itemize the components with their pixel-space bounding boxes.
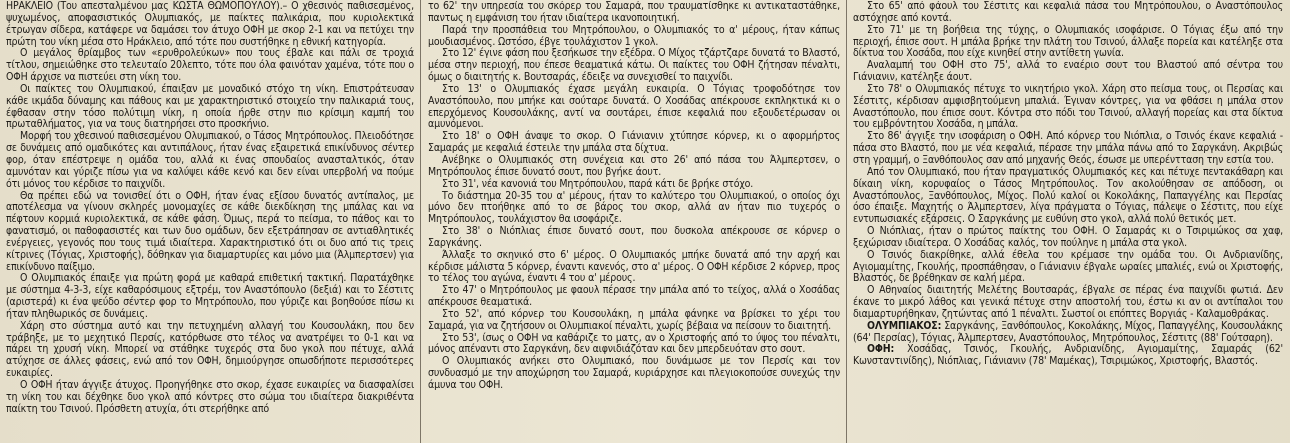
article-paragraph: Ο μεγάλος θρίαμβος των «ερυθρολεύκων» που τους έβαλε και πάλι σε τροχιά τίτλου, σημειώθηκε στο τελευταίο 20λεπτο, τότε που όλα φαινόταν χαμένα, τότε που ο ΟΦΗ άρχισε να πιστεύει στη νίκη του.	[6, 47, 414, 84]
article-paragraph: Στο 47' ο Μητρόπουλος με φαουλ πέρασε την μπάλα από το τείχος, αλλά ο Χοσάδας απέκρουσε θεαματικά.	[428, 284, 840, 309]
article-paragraph: Στο 86' άγγιξε την ισοφάριση ο ΟΦΗ. Από κόρνερ του Νιόπλια, ο Τσινός έκανε κεφαλιά - πάσα στο Βλαστό, που με νέα κεφαλιά, πέρασε την μπάλα πάνω από το Σαργκάνη. Ακριβώς στη γραμμή, ο Ξανθόπουλος σαν από μηχανής Θεός, έσωσε με υπερέντταση την εστία του.	[853, 130, 1283, 166]
article-column-2	[428, 1, 840, 443]
article-paragraph: Στο 53', ίσως ο ΟΦΗ να καθάριζε το ματς, αν ο Χριστοφής από το ύψος του πέναλτι, μόνος απέναντι στο Σαργκάνη, δεν αιφνιδιάζόταν και δεν μπερδευόταν στο σουτ.	[428, 331, 840, 356]
article-paragraph: Ο ΟΦΗ ήταν άγγιξε άτυχος. Προηγήθηκε στο σκορ, έχασε ευκαιρίες να διασφαλίσει τη νίκη του και δέχθηκε δυο γκολ από κόντρες στο σώμα του ιδιαίτερα διακριθέντα παίκτη του Τσινού. Πρόσθετη ατυχία, ότι στερήθηκε από	[6, 379, 414, 415]
article-paragraph: Χάρη στο σύστημα αυτό και την πετυχημένη αλλαγή του Κουσουλάκη, που δεν τράβηξε, με το μεχητικό Περσίς, κατόρθωσε στο τέλος να ανατρέψει το 0-1 και να πάρει τη χρυσή νίκη. Μπορεί να στάθηκε τυχερός στα δυο γκολ που πέτυχε, αλλά ατύχησε σε άλλες φάσεις, ενώ από τον ΟΦΗ, δημιούργησε οπωσδήποτε περισσότερες ευκαιρίες.	[6, 319, 414, 380]
article-paragraph: Ο Αθηναίος διαιτητής Μελέτης Βουτσαράς, έβγαλε σε πέρας ένα παιχνίδι φωτιά. Δεν έκανε το μικρό λάθος και γενικά πέτυχε στην αποστολή του, έστω κι αν οι αντίπαλοι του διαμαρτυρήθηκαν, ζητώντας από 1 πέναλτι. Σωστοί οι επόπτες Βοργιάς - Καλαμοθράκας.	[853, 284, 1283, 320]
article-paragraph: Στο 78' ο Ολυμπιακός πέτυχε το νικητήριο γκολ. Χάρη στο πείσμα τους, οι Περσίας και Σέστιτς, κέρδισαν αμφισβητούμενη μπαλιά. Έγιναν κόντρες, για να φθάσει η μπάλα στον Αναστόπουλο, που έπισε σουτ. Κόντρα στο πόδι του Τσινού, αλλαγή πορείας και στα δίκτυα του εμβρόντητου Χοσάδα, η μπάλα.	[853, 82, 1283, 131]
article-column-3	[853, 1, 1283, 443]
lineup-olympiakos	[853, 321, 1283, 345]
article-paragraph: Στο 13' ο Ολυμπιακός έχασε μεγάλη ευκαιρία. Ο Τόγιας τροφοδότησε τον Αναστόπουλο, που μπήκε και σούταρε δυνατά. Ο Χοσάδας απέκρουσε εκπληκτικά κι ο επερχόμενος Κουσουλάκης, αντί να σουτάρει, έπισε κεφαλιά που εξουδετέρωσαν οι αμυνόμενοι.	[428, 82, 840, 131]
article-paragraph: το 62' την υπηρεσία του σκόρερ του Σαμαρά, που τραυματίσθηκε κι αντικαταστάθηκε, παντως η εμφάνιση του ήταν ιδιαίτερα ικανοποιητική.	[428, 1, 840, 24]
article-paragraph: Στο 71' με τη βοήθεια της τύχης, ο Ολυμπιακός ισοφάρισε. Ο Τόγιας έξω από την περιοχή, έπισε σουτ. Η μπάλα βρήκε την πλάτη του Τσινού, άλλαξε πορεία και κατέληξε στα δίκτυα του Χοσάδα, που είχε κινηθεί στην αντίθετη γωνία.	[853, 23, 1283, 60]
article-paragraph: Οι παίκτες του Ολυμπιακού, έπαιξαν με μοναδικό στόχο τη νίκη. Επιστράτευσαν κάθε ικμάδα δύναμης και πάθους και με χαρακτηριστικό στοιχείο την παλικαριά τους, έφθασαν στην τόσο πολύτιμη νίκη, η οποία ήρθε στην πιο κρίσιμη καμπή του πρωταθλήματος, για να τους διατηρήσει στο προσκήνιο.	[6, 82, 414, 131]
article-paragraph: Αναλαμπή του ΟΦΗ στο 75', αλλά το εναέριο σουτ του Βλαστού από σέντρα του Γιάνιανιν, κατέληξε άουτ.	[853, 59, 1283, 84]
article-paragraph: Θα πρέπει εδώ να τονισθεί ότι ο ΟΦΗ, ήταν ένας εξίσου δυνατός αντίπαλος, με αποτέλεσμα να γίνουν σκληρές μονομαχίες σε κάθε διεκδίκηση της μπάλας και να πέφτουν κορμιά κυριολεκτικά, σε κάθε φάση. Όμως, περά το πείσμα, το πάθος και το φανατισμό, οι παθοφασιστές και των δυο ομάδων, δεν εξετράπησαν σε αντιαθλητικές ενέργειες, γεγονός που τους τιμά ιδιαίτερα. Χαρακτηριστικό ότι οι δυο από τις τρεις κίτρινες (Τόγιας, Χριστοφής), δόθηκαν για διαμαρτυρίες και μόνο μια (Άλμπερτσεν) για επικίνδυνο παίξιμο.	[6, 189, 414, 273]
lineup-team-name: ΟΛΥΜΠΙΑΚΟΣ:	[867, 319, 942, 332]
article-paragraph: Στο 31', νέα κανονιά του Μητρόπουλου, παρά κάτι δε βρήκε στόχο.	[442, 177, 754, 190]
lineup-team-name: ΟΦΗ:	[867, 343, 895, 356]
article-paragraph: Στο 12' έγινε φάση που ξεσήκωσε την εξέδρα. Ο Μίχος τζάρτζαρε δυνατά το Βλαστό, μέσα στην περιοχή, που έπεσε θεαματικά κάτω. Οι παίκτες του ΟΦΗ ζήτησαν πέναλτι, όμως ο διαιτητής κ. Βουτσαράς, έδειξε να συνεχισθεί το παιχνίδι.	[428, 47, 840, 84]
article-paragraph: Στο 18' ο ΟΦΗ άναψε το σκορ. Ο Γιάνιανιν χτύπησε κόρνερ, κι ο αφορμήρτος Σαμαράς με κεφαλιά έστειλε την μπάλα στα δίχτυα.	[428, 130, 840, 155]
article-paragraph: Στο 38' ο Νιόπλιας έπισε δυνατό σουτ, που δυσκολα απέκρουσε σε κόρνερ ο Σαργκάνης.	[428, 225, 840, 249]
article-paragraph: Ο Ολυμπιακός έπαιξε για πρώτη φορά με καθαρά επιθετική τακτική. Παρατάχθηκε με σύστημα 4-3-3, είχε καθαρόσιμους εξτρέμ, τον Αναστόπουλο (δεξιά) και το Σέστιτς (αριστερά) κι ένα ψεύδο σέντερ φορ το Μητρόπουλο, που γύριζε και βοηθούσε πίσω κι ήταν πληθωρικός σε δυνάμεις.	[6, 272, 414, 320]
article-paragraph: Ο Ολυμπιακός ανήκει στο Ολυμπιακό, που δυνάμωσε με τον Περσίς και τον συνδυασμό με την αποχώρηση του Σαμαρά, κυριάρχησε και πλεγιοκοπούσε συνεχώς την άμυνα του ΟΦΗ.	[428, 355, 840, 391]
lineup-players: Σαργκάνης, Ξανθόπουλος, Κοκολάκης, Μίχος, Παπαγγέλης, Κουσουλάκης (64' Περσίας), Τόγιας, Άλμπερτσεν, Αναστόπουλος, Μητρόπουλος, Σέστιτς (88' Γούτσαρη).	[853, 319, 1283, 344]
article-paragraph: Ανέβηκε ο Ολυμπιακός στη συνέχεια και στο 26' από πάσα του Άλμπερτσεν, ο Μητρόπουλος έπισε δυνατό σουτ, που βγήκε άουτ.	[428, 153, 840, 178]
article-paragraph: Μορφή του χθεσινού παθισεσμένου Ολυμπιακού, ο Τάσος Μητρόπουλος. Πλειοδότησε σε δυνάμεις από ομαδικότες και αντιπάλους, ήταν ένας εξαιρετικά επικίνδυνος σέντερ φορ, όταν επέστρεψε η ομάδα του, αλλά κι ένας σπουδαίος ανασταλτικός, όταν αμυνόταν και γύριζε πίσω για να καλύψει κάθε κενό και δεν είναι υπερβολή να πούμε ότι μόνος του κέρδισε το παιχνίδι.	[6, 130, 414, 190]
article-paragraph: Παρά την προσπάθεια του Μητρόπουλου, ο Ολυμπιακός το α' μέρους, ήταν κάπως μουδιασμένος. Ωστόσο, έβγε τουλάχιστον 1 γκολ.	[428, 23, 840, 48]
column-divider	[846, 0, 847, 443]
article-paragraph: ΗΡΑΚΛΕΙΟ (Του απεσταλμένου μας ΚΩΣΤΑ ΘΩΜΟΠΟΥΛΟΥ).– Ο χθεσινός παθισεσμένος, ψυχωμένος, αποφασιστικός Ολυμπιακός, με παίκτες παλικάρια, που κυριολεκτικά έτρωγαν σίδερα, κατάφερε να δαμάσει τον άτυχο ΟΦΗ με σκορ 2-1 και να πετύχει την πρώτη του νίκη μέσα στο Ηράκλειο, από τότε που συστήθηκε η εθνική κατηγορία.	[6, 1, 414, 48]
lineup-players: Χοσάδας, Τσινός, Γκουλής, Ανδριανίδης, Αγιομαμίτης, Σαμαράς (62' Κωνσταντινίδης), Νιόπλιας, Γιάνιανιν (78' Μαμέκας), Τσιριμώκος, Χριστοφής, Βλαστός.	[853, 343, 1283, 368]
article-paragraph: Στο 52', από κόρνερ του Κουσουλάκη, η μπάλα φάνηκε να βρίσκει το χέρι του Σαμαρά, για να ζητήσουν οι Ολυμπιακοί πέναλτι, χωρίς βέβαια να πείσουν το διαιτητή.	[428, 307, 840, 332]
article-column-1	[6, 1, 414, 443]
article-paragraph: Το διάστημα 20-35 του α' μέρους, ήταν το καλύτερο του Ολυμπιακού, ο οποίος όχι μόνο δεν πτοήθηκε από το σε βάρος του σκορ, αλλά αν ήταν πιο τυχερός ο Μητρόπουλος, τουλάχιστον θα ισοφάριζε.	[428, 189, 840, 226]
article-paragraph: Από τον Ολυμπιακό, που ήταν πραγματικός Ολυμπιακός κες και πέτυχε πεντακάθαρη και δίκαιη νίκη, κορυφαίος ο Τάσος Μητρόπουλος. Τον ακολούθησαν σε απόδοση, οι Αναστόπουλος, Ξανθόπουλος, Μίχος. Πολύ καλοί οι Κοκολάκης, Παπαγγέλης και Περσίας όσο έπαιξε. Μαχητής ο Άλμπερτσεν, λίγα πράγματα ο Τόγιας, πάλεψε ο Σέστιτς, που είχε εντυπωσιακές εξάρσεις. Ο Σαργκάνης με ευθύνη στο γκολ, αλλά πολύ θετικός μετ.	[853, 165, 1283, 226]
article-paragraph: Ο Τσινός διακρίθηκε, αλλά έθελα του κρέμασε την ομάδα του. Οι Ανδριανίδης, Αγιομαμίτης, Γκουλής, προσπάθησαν, ο Γιάνιανιν έβγαλε ωραίες μπαλιές, ενώ οι Χριστοφής, Βλαστός, δε βρέθηκαν σε καλή μέρα.	[853, 248, 1283, 285]
column-divider	[420, 0, 421, 443]
article-paragraph: Ο Νιόπλιας, ήταν ο πρώτος παίκτης του ΟΦΗ. Ο Σαμαράς κι ο Τσιριμώκος σα χαφ, ξεχώρισαν ιδιαίτερα. Ο Χοσάδας καλός, τον πούληνε η μπάλα στα γκολ.	[853, 225, 1283, 249]
article-paragraph: Στο 65' από φάουλ του Σέστιτς και κεφαλιά πάσα του Μητρόπουλου, ο Αναστόπουλος αστόχησε από κοντά.	[853, 1, 1283, 24]
lineup-ofi	[853, 344, 1283, 368]
article-paragraph: Άλλαξε το σκηνικό στο 6' μέρος. Ο Ολυμπιακός μπήκε δυνατά από την αρχή και κέρδισε μάλιστα 5 κόρνερ, έναντι κανενός, στο α' μέρος. Ο ΟΦΗ κέρδισε 2 κόρνερ, προς το τέλος του αγώνα, έναντι 4 του α' μέρους.	[428, 248, 840, 285]
